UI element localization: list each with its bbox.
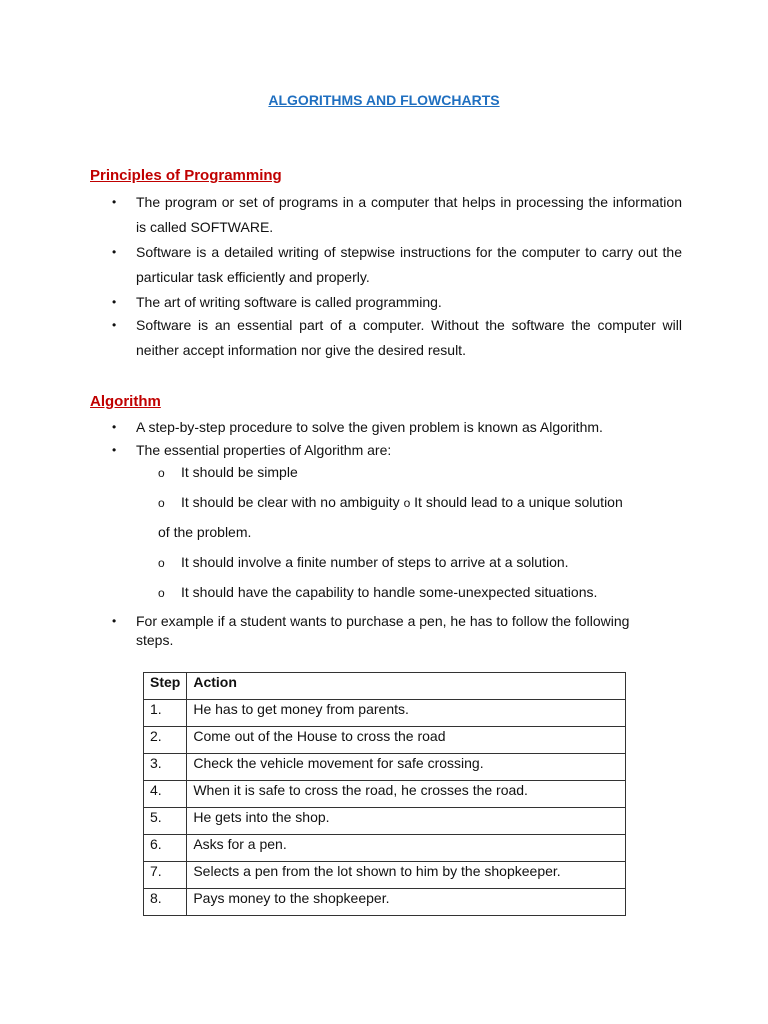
property-item-3: o It should involve a finite number of steps to arrive at a solution. (158, 552, 569, 573)
example-bullet: • For example if a student wants to purchase a pen, he has to follow the following steps. (112, 613, 630, 648)
column-header-action: Action (187, 673, 626, 700)
circle-bullet-icon: o (158, 556, 165, 570)
step-number-cell: 6. (144, 835, 187, 862)
property-item-2: o It should be clear with no ambiguity o It should lead to a unique solution (158, 492, 623, 513)
step-number-cell: 8. (144, 889, 187, 916)
bullet-icon: • (112, 420, 117, 434)
algorithm-bullet-1: • A step-by-step procedure to solve the given problem is known as Algorithm. (112, 415, 682, 440)
action-cell: Asks for a pen. (187, 835, 626, 862)
circle-bullet-icon: o (158, 496, 165, 510)
step-number-cell: 7. (144, 862, 187, 889)
document-title: ALGORITHMS AND FLOWCHARTS (268, 92, 500, 108)
steps-table (143, 672, 626, 916)
action-cell: Selects a pen from the lot shown to him by the shopkeeper. (187, 862, 626, 889)
table-row (144, 862, 626, 889)
principles-bullet-1: • The program or set of programs in a computer that helps in processing the information is called SOFTWARE. (112, 190, 682, 239)
step-number-cell: 1. (144, 700, 187, 727)
principles-bullet-3: • The art of writing software is called programming. (112, 290, 682, 315)
step-number-cell: 4. (144, 781, 187, 808)
table-header-row (144, 673, 626, 700)
principles-bullet-4: • Software is an essential part of a computer. Without the software the computer will neither accept information nor give the desired result. (112, 313, 682, 362)
action-cell: When it is safe to cross the road, he crosses the road. (187, 781, 626, 808)
circle-bullet-icon: o (403, 496, 411, 510)
table-row (144, 754, 626, 781)
circle-bullet-icon: o (158, 586, 165, 600)
step-number-cell: 2. (144, 727, 187, 754)
table-row (144, 727, 626, 754)
action-cell: Pays money to the shopkeeper. (187, 889, 626, 916)
column-header-step: Step (144, 673, 187, 700)
property-item-2-continuation: of the problem. (158, 524, 252, 540)
bullet-icon: • (112, 295, 117, 309)
algorithm-heading: Algorithm (90, 393, 161, 410)
circle-bullet-icon: o (158, 466, 165, 480)
bullet-icon: • (112, 318, 117, 332)
bullet-icon: • (112, 443, 117, 457)
bullet-icon: • (112, 195, 117, 209)
step-number-cell: 5. (144, 808, 187, 835)
property-item-1: o It should be simple (158, 462, 298, 483)
table-row (144, 781, 626, 808)
bullet-icon: • (112, 614, 117, 628)
action-cell: Check the vehicle movement for safe crossing. (187, 754, 626, 781)
algorithm-bullet-2: • The essential properties of Algorithm are: (112, 438, 682, 463)
action-cell: He has to get money from parents. (187, 700, 626, 727)
principles-bullet-2: • Software is a detailed writing of stepwise instructions for the computer to carry out the particular task efficiently and properly. (112, 240, 682, 289)
table-row (144, 835, 626, 862)
principles-heading: Principles of Programming (90, 167, 282, 184)
table-row (144, 808, 626, 835)
bullet-icon: • (112, 245, 117, 259)
action-cell: Come out of the House to cross the road (187, 727, 626, 754)
property-item-4: o It should have the capability to handle some-unexpected situations. (158, 582, 597, 603)
action-cell: He gets into the shop. (187, 808, 626, 835)
table-row (144, 889, 626, 916)
step-number-cell: 3. (144, 754, 187, 781)
table-row (144, 700, 626, 727)
